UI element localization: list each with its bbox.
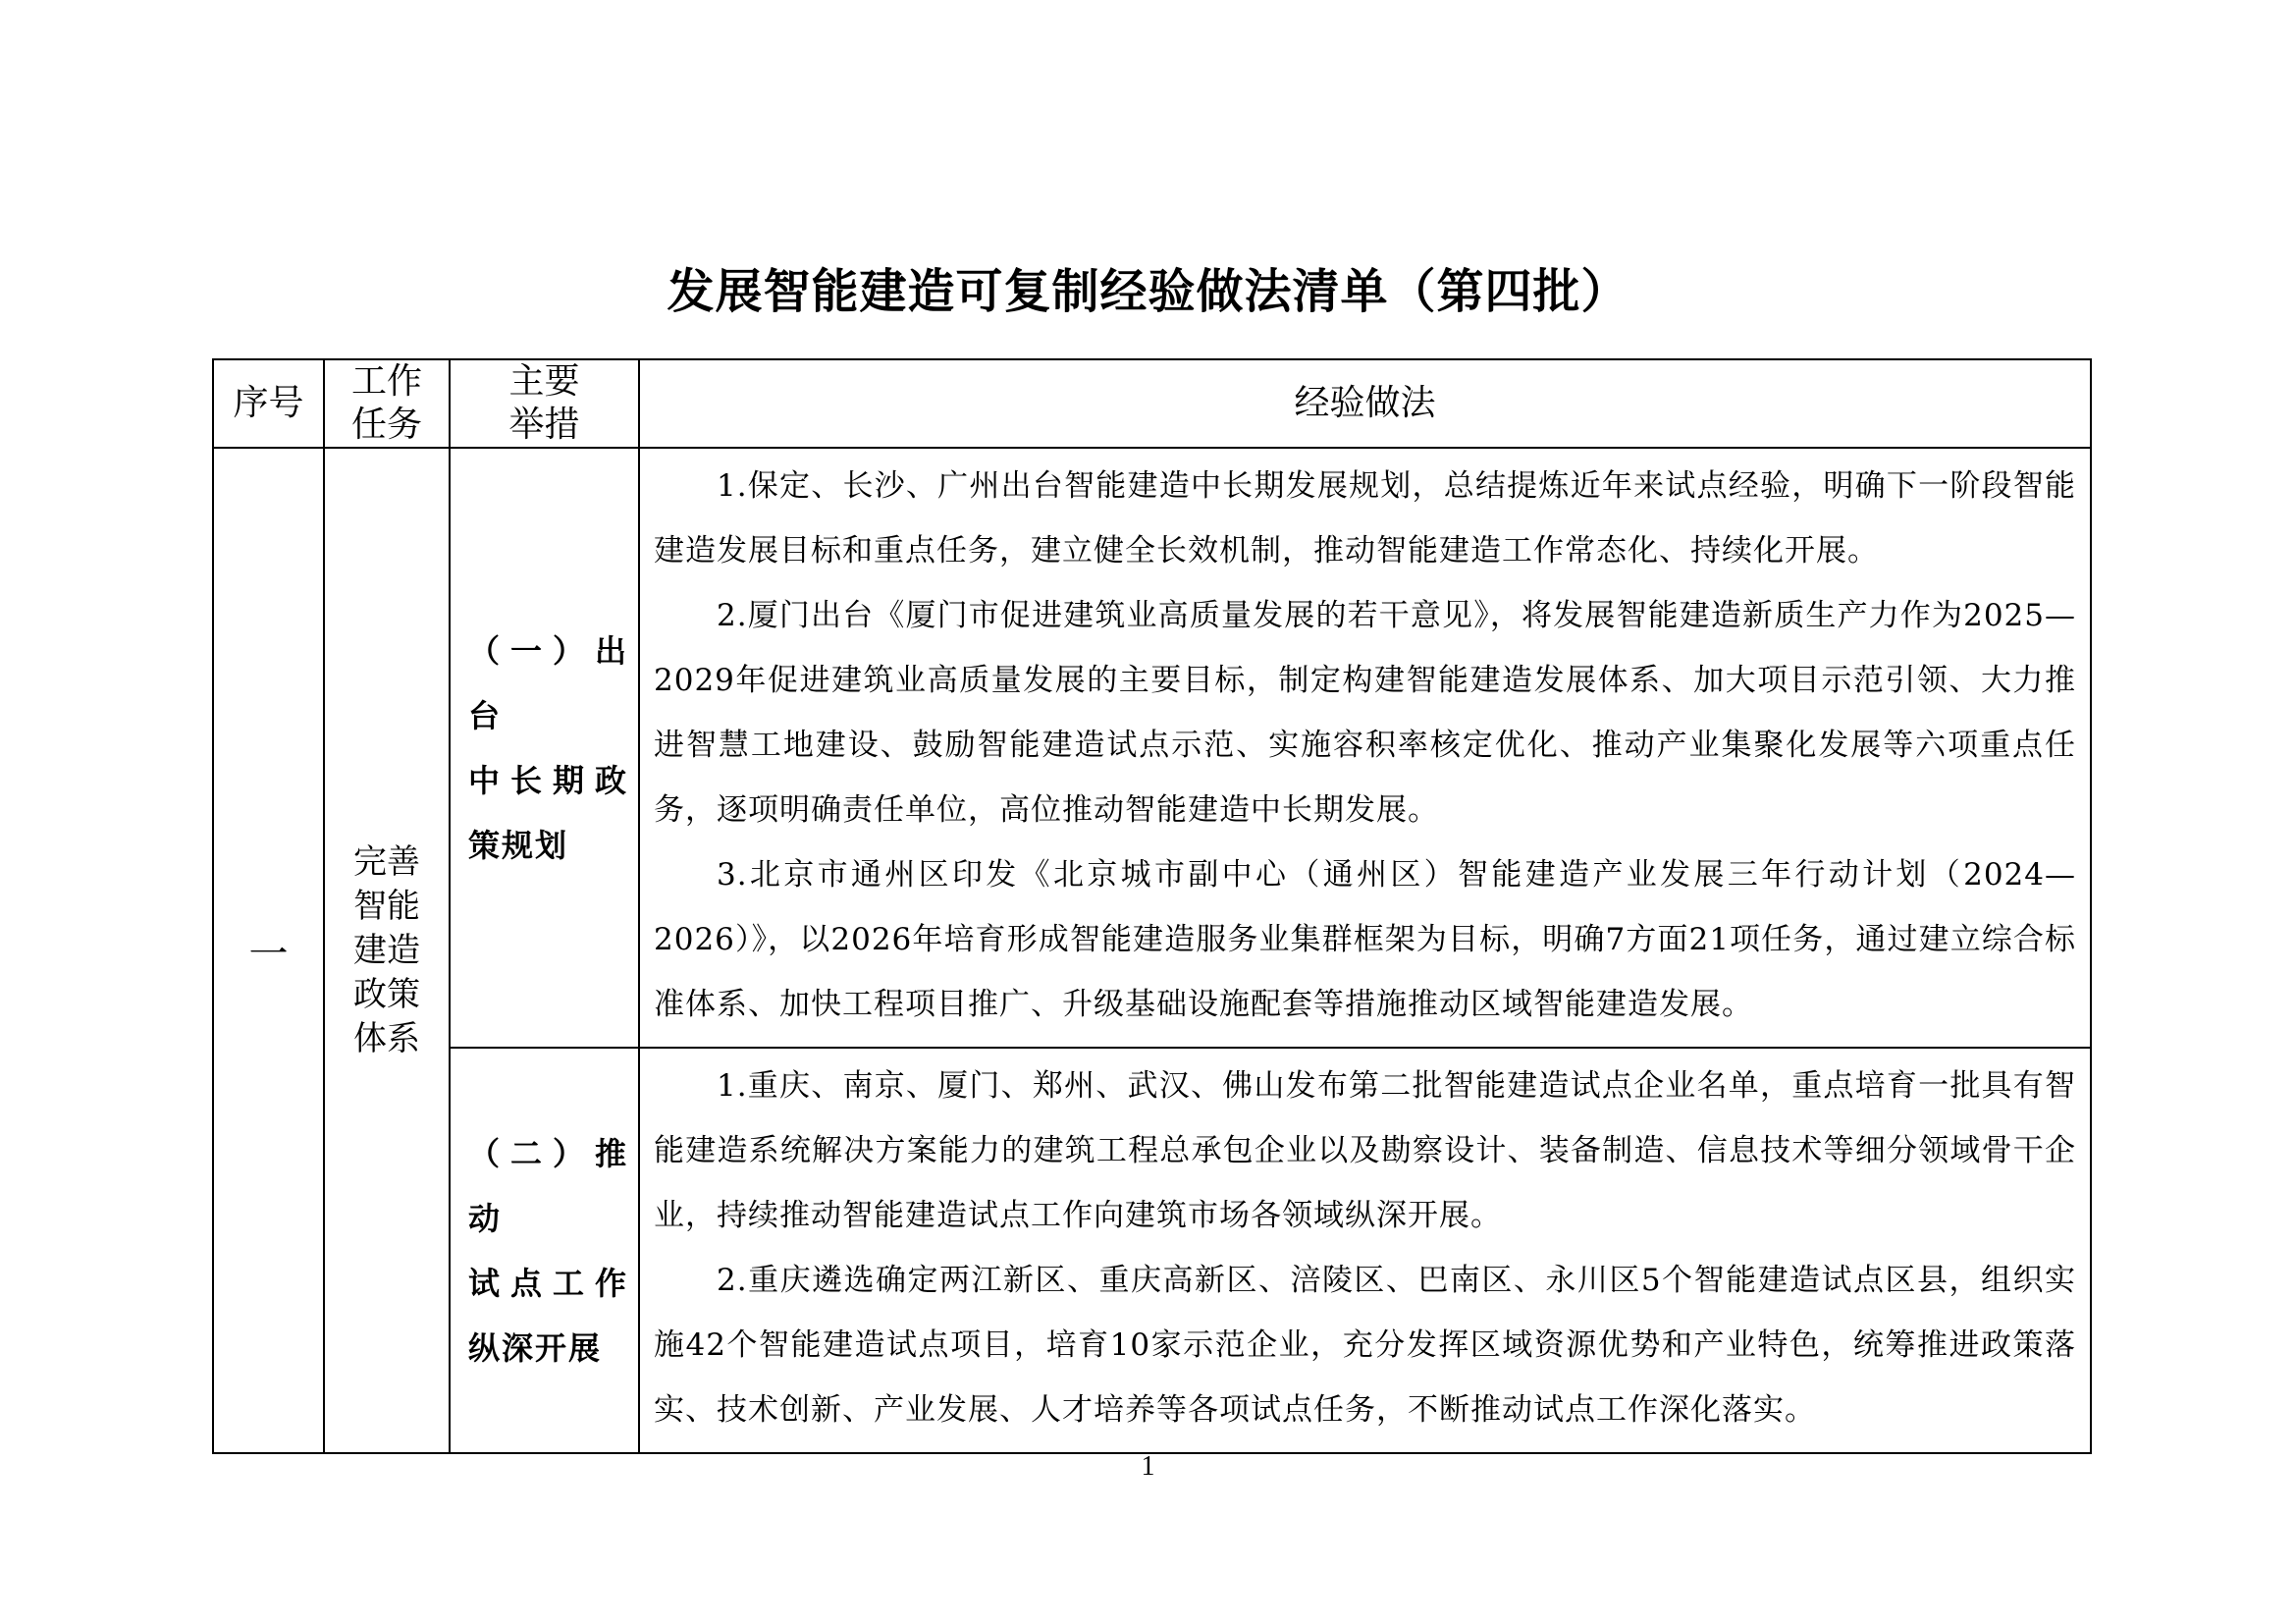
header-seq: 序号 — [213, 359, 324, 448]
page-number: 1 — [1141, 1451, 1155, 1482]
header-task — [324, 359, 450, 448]
header-experience: 经验做法 — [639, 359, 2091, 448]
experience-item: 2.重庆遴选确定两江新区、重庆高新区、涪陵区、巴南区、永川区5个智能建造试点区县，组织实施42个智能建造试点项目，培育10家示范企业，充分发挥区域资源优势和产业特色，统筹推进政策落实、技术创新、产业发展、人才培养等各项试点任务，不断推动试点工作深化落实。 — [654, 1263, 2076, 1428]
table-header-row — [213, 359, 2091, 448]
measure-line: 纵深开展 — [468, 1328, 603, 1367]
header-task-line: 任务 — [350, 405, 422, 445]
task-line: 建造 — [353, 930, 420, 970]
header-measure — [450, 359, 639, 448]
task-line: 政策 — [353, 974, 420, 1014]
task-line: 智能 — [353, 886, 420, 926]
experience-item: 1.重庆、南京、厦门、郑州、武汉、佛山发布第二批智能建造试点企业名单，重点培育一批具有智能建造系统解决方案能力的建筑工程总承包企业以及勘察设计、装备制造、信息技术等细分领域骨干企业，持续推动智能建造试点工作向建筑市场各领域纵深开展。 — [654, 1068, 2076, 1233]
task-cell — [324, 448, 450, 1453]
task-line: 体系 — [353, 1018, 420, 1058]
measure-cell-2 — [450, 1048, 639, 1453]
table-row — [213, 448, 2091, 1048]
measure-line: （二）推动 — [468, 1134, 628, 1237]
experience-item: 3.北京市通州区印发《北京城市副中心（通州区）智能建造产业发展三年行动计划（2024—2026）》，以2026年培育形成智能建造服务业集群框架为目标，明确7方面21项任务，通过建立综合标准体系、加快工程项目推广、升级基础设施配套等措施推动区域智能建造发展。 — [654, 857, 2076, 1022]
experience-item: 2.厦门出台《厦门市促进建筑业高质量发展的若干意见》，将发展智能建造新质生产力作为2025—2029年促进建筑业高质量发展的主要目标，制定构建智能建造发展体系、加大项目示范引领、大力推进智慧工地建设、鼓励智能建造试点示范、实施容积率核定优化、推动产业集聚化发展等六项重点任务，逐项明确责任单位，高位推动智能建造中长期发展。 — [654, 598, 2076, 828]
header-task-line: 工作 — [350, 361, 422, 402]
measure-line: 试点工作 — [468, 1264, 628, 1302]
document-title: 发展智能建造可复制经验做法清单（第四批） — [667, 264, 1629, 319]
measure-line: 中长期政 — [468, 761, 628, 799]
task-line: 完善 — [353, 841, 420, 882]
header-measure-line: 举措 — [508, 405, 580, 445]
seq-cell: 一 — [213, 448, 324, 1453]
header-measure-line: 主要 — [508, 361, 580, 402]
measure-line: （一）出台 — [468, 631, 628, 734]
measure-cell-1 — [450, 448, 639, 1048]
experience-table — [212, 358, 2092, 1454]
measure-line: 策规划 — [468, 826, 569, 864]
experience-cell-2 — [639, 1048, 2091, 1453]
experience-item: 1.保定、长沙、广州出台智能建造中长期发展规划，总结提炼近年来试点经验，明确下一阶段智能建造发展目标和重点任务，建立健全长效机制，推动智能建造工作常态化、持续化开展。 — [654, 468, 2076, 568]
experience-cell-1 — [639, 448, 2091, 1048]
table-row — [213, 1048, 2091, 1453]
